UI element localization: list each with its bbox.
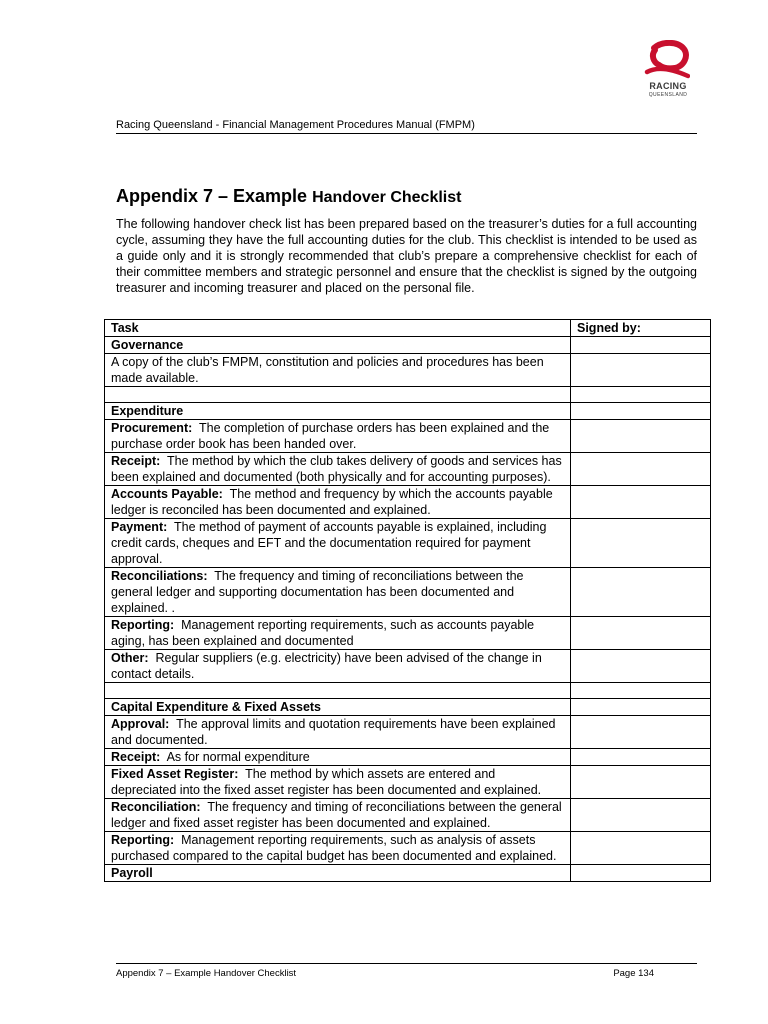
logo-subtitle: QUEENSLAND bbox=[648, 92, 688, 98]
racing-queensland-q-icon bbox=[644, 40, 690, 80]
blank-row bbox=[105, 683, 711, 699]
handover-checklist-table bbox=[104, 319, 711, 882]
signed-by-cell[interactable] bbox=[571, 337, 711, 354]
task-label: Receipt: bbox=[111, 454, 161, 468]
task-description: The completion of purchase orders has been explained and the purchase order book has been handed over. bbox=[111, 421, 553, 451]
task-label: Reporting: bbox=[111, 618, 175, 632]
blank-cell bbox=[105, 387, 571, 403]
task-label: Receipt: bbox=[111, 750, 161, 764]
task-label: Procurement: bbox=[111, 421, 193, 435]
page-number: Page 134 bbox=[613, 968, 654, 979]
section-heading: Expenditure bbox=[105, 403, 571, 420]
table-row bbox=[105, 832, 711, 865]
task-description: The frequency and timing of reconciliations between the general ledger and fixed asset register has been documented and explained. bbox=[111, 800, 566, 830]
task-description: Regular suppliers (e.g. electricity) have been advised of the change in contact details. bbox=[111, 651, 546, 681]
task-cell bbox=[105, 486, 571, 519]
task-description: The method of payment of accounts payable is explained, including credit cards, cheques and EFT and the documentation required for payment approval. bbox=[111, 520, 550, 566]
page-title bbox=[116, 184, 461, 210]
task-cell bbox=[105, 716, 571, 749]
task-description: The method by which assets are entered and depreciated into the fixed asset register has been documented and explained. bbox=[111, 767, 542, 797]
signed-by-cell[interactable] bbox=[571, 403, 711, 420]
table-row bbox=[105, 354, 711, 387]
table-row bbox=[105, 799, 711, 832]
signed-by-cell[interactable] bbox=[571, 699, 711, 716]
logo-wordmark: RACING bbox=[649, 81, 687, 91]
blank-cell bbox=[105, 683, 571, 699]
task-description: The method and frequency by which the accounts payable ledger is reconciled has been documented and explained. bbox=[111, 487, 557, 517]
signed-by-cell[interactable] bbox=[571, 716, 711, 749]
section-row bbox=[105, 699, 711, 716]
column-header-task: Task bbox=[105, 320, 571, 337]
signed-by-cell[interactable] bbox=[571, 865, 711, 882]
table-row bbox=[105, 486, 711, 519]
task-label: Approval: bbox=[111, 717, 170, 731]
table-row bbox=[105, 519, 711, 568]
task-label: Reconciliation: bbox=[111, 800, 201, 814]
signed-by-cell[interactable] bbox=[571, 799, 711, 832]
racing-queensland-logo bbox=[638, 40, 698, 102]
task-cell bbox=[105, 617, 571, 650]
table-row bbox=[105, 650, 711, 683]
signed-by-cell[interactable] bbox=[571, 683, 711, 699]
table-body bbox=[105, 337, 711, 882]
task-label: Reporting: bbox=[111, 833, 175, 847]
title-main: Appendix 7 – Example bbox=[116, 186, 313, 206]
section-heading: Capital Expenditure & Fixed Assets bbox=[105, 699, 571, 716]
task-label: Other: bbox=[111, 651, 149, 665]
section-row bbox=[105, 403, 711, 420]
table-row bbox=[105, 420, 711, 453]
signed-by-cell[interactable] bbox=[571, 387, 711, 403]
task-cell bbox=[105, 832, 571, 865]
task-label: Fixed Asset Register: bbox=[111, 767, 239, 781]
section-row bbox=[105, 865, 711, 882]
section-heading: Governance bbox=[105, 337, 571, 354]
title-sub: Handover Checklist bbox=[312, 189, 462, 206]
signed-by-cell[interactable] bbox=[571, 832, 711, 865]
table-row bbox=[105, 716, 711, 749]
task-description: A copy of the club’s FMPM, constitution and policies and procedures has been made available. bbox=[111, 355, 548, 385]
task-description: Management reporting requirements, such as accounts payable aging, has been explained and documented bbox=[111, 618, 538, 648]
table-row bbox=[105, 749, 711, 766]
table-row bbox=[105, 766, 711, 799]
footer-divider bbox=[116, 963, 697, 964]
footer-title: Appendix 7 – Example Handover Checklist bbox=[116, 968, 297, 979]
signed-by-cell[interactable] bbox=[571, 486, 711, 519]
task-cell bbox=[105, 568, 571, 617]
task-cell bbox=[105, 650, 571, 683]
signed-by-cell[interactable] bbox=[571, 420, 711, 453]
task-description: Management reporting requirements, such as analysis of assets purchased compared to the capital budget has been documented and explained. bbox=[111, 833, 557, 863]
blank-row bbox=[105, 387, 711, 403]
task-description: The method by which the club takes delivery of goods and services has been explained and documented (both physically and for accounting purposes). bbox=[111, 454, 566, 484]
task-cell bbox=[105, 799, 571, 832]
table-row bbox=[105, 617, 711, 650]
table-row bbox=[105, 453, 711, 486]
task-description: The approval limits and quotation requirements have been explained and documented. bbox=[111, 717, 559, 747]
task-cell bbox=[105, 766, 571, 799]
task-cell bbox=[105, 354, 571, 387]
signed-by-cell[interactable] bbox=[571, 568, 711, 617]
task-cell bbox=[105, 420, 571, 453]
intro-paragraph: The following handover check list has been prepared based on the treasurer’s duties for a full accounting cycle, assuming they have the full accounting duties for the club. This checklist is intended to be used as a guide only and it is strongly recommended that club’s prepare a comprehensive checklist for each of their committee members and strategic personnel and ensure that the checklist is signed by the outgoing treasurer and incoming treasurer and placed on the personal file. bbox=[116, 217, 697, 295]
task-label: Accounts Payable: bbox=[111, 487, 223, 501]
task-cell bbox=[105, 749, 571, 766]
section-heading: Payroll bbox=[105, 865, 571, 882]
signed-by-cell[interactable] bbox=[571, 766, 711, 799]
table-row bbox=[105, 568, 711, 617]
signed-by-cell[interactable] bbox=[571, 749, 711, 766]
signed-by-cell[interactable] bbox=[571, 354, 711, 387]
running-header: Racing Queensland - Financial Management Procedures Manual (FMPM) bbox=[116, 118, 697, 134]
signed-by-cell[interactable] bbox=[571, 617, 711, 650]
task-cell bbox=[105, 519, 571, 568]
signed-by-cell[interactable] bbox=[571, 453, 711, 486]
task-label: Payment: bbox=[111, 520, 168, 534]
task-label: Reconciliations: bbox=[111, 569, 208, 583]
section-row bbox=[105, 337, 711, 354]
signed-by-cell[interactable] bbox=[571, 519, 711, 568]
table-header-row bbox=[105, 320, 711, 337]
signed-by-cell[interactable] bbox=[571, 650, 711, 683]
task-cell bbox=[105, 453, 571, 486]
task-description: As for normal expenditure bbox=[160, 750, 310, 764]
task-description: The frequency and timing of reconciliations between the general ledger and supporting documentation has been documented and explained. . bbox=[111, 569, 527, 615]
column-header-signed-by: Signed by: bbox=[571, 320, 711, 337]
